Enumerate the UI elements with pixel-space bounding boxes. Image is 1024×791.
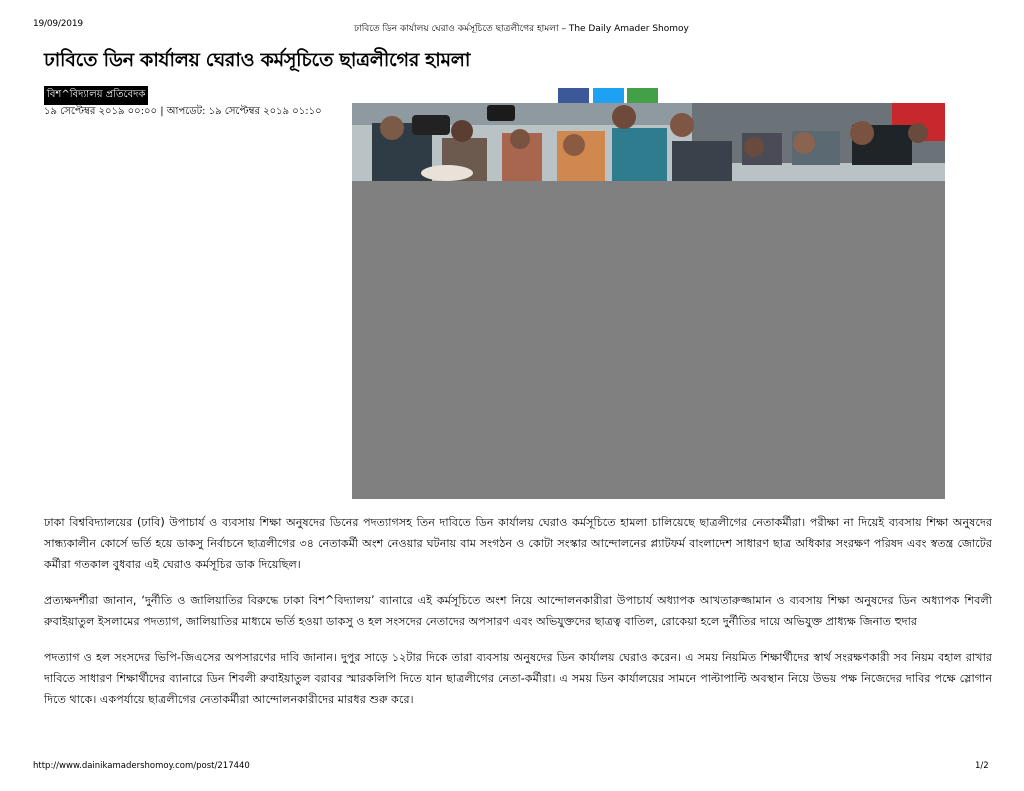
article-paragraph: পদত্যাগ ও হল সংসদের ভিপি-জিএসের অপসারণের দাবি জানান। দুপুর সাড়ে ১২টার দিকে তারা ব্যবসায় অনুষদের ডিন কার্যালয় ঘেরাও করেন। এ সময় নিয়মিত শিক্ষার্থীদের স্বার্থ সংরক্ষণকারী সব নিয়ম বহাল রাখার দাবিতে সাধারণ শিক্ষার্থীদের ব্যানারে ডিন শিবলী রুবাইয়াতুল বরাবর স্মারকলিপি দিতে যান ছাত্রলীগের নেতা-কর্মীরা। এ সময় ডিন কার্যালয়ের সামনে পাল্টাপাল্টি অবস্থান নিয়ে উভয় পক্ষ নিজেদের দাবির পক্ষে স্লোগান দিতে থাকে। একপর্যায়ে ছাত্রলীগের নেতাকর্মীরা আন্দোলনকারীদের মারধর শুরু করে। [44,651,992,706]
print-footer-page-number: 1/2 [975,761,989,771]
whatsapp-share-icon[interactable] [627,88,658,103]
article-byline: বিশ^বিদ্যালয় প্রতিবেদক [44,86,148,105]
print-footer-url: http://www.dainikamadershomoy.com/post/217440 [33,761,250,771]
facebook-share-icon[interactable] [558,88,589,103]
article-dateline: ১৯ সেপ্টেম্বর ২০১৯ ০০:০০ | আপডেট: ১৯ সেপ্টেম্বর ২০১৯ ০১:১০ [44,106,322,117]
print-header-date: 19/09/2019 [33,19,83,29]
article-photo [352,103,945,499]
article-paragraph: প্রত্যক্ষদর্শীরা জানান, ‘দুর্নীতি ও জালিয়াতির বিরুদ্ধে ঢাকা বিশ^বিদ্যালয়’ ব্যানারে এই কর্মসূচিতে অংশ নিয়ে আন্দোলনকারীরা উপাচার্য অধ্যাপক আখতারুজ্জামান ও ব্যবসায় শিক্ষা অনুষদের ডিন অধ্যাপক শিবলী রুবাইয়াতুল ইসলামের পদত্যাগ, জালিয়াতির মাধ্যমে ভর্তি হওয়া ডাকসু ও হল সংসদের নেতাদের অপসারণ এবং অভিযুক্তদের ছাত্রত্ব বাতিল, রোকেয়া হলে দুর্নীতির দায়ে অভিযুক্ত প্রাধ্যক্ষ জিনাত হুদার [44,594,992,628]
article-headline: ঢাবিতে ডিন কার্যালয় ঘেরাও কর্মসূচিতে ছাত্রলীগের হামলা [44,49,471,71]
protest-crowd-photo [352,103,945,181]
twitter-share-icon[interactable] [593,88,624,103]
print-header-title: ঢাবিতে ডিন কার্যালয় ঘেরাও কর্মসূচিতে ছাত্রলীগের হামলা – The Daily Amader Shomoy [354,24,689,34]
article-paragraph: ঢাকা বিশ্ববিদ্যালয়ের (ঢাবি) উপাচার্য ও ব্যবসায় শিক্ষা অনুষদের ডিনের পদত্যাগসহ তিন দাবিতে ডিন কার্যালয় ঘেরাও কর্মসূচিতে হামলা চালিয়েছে ছাত্রলীগের নেতাকর্মীরা। পরীক্ষা না দিয়েই ব্যবসায় শিক্ষা অনুষদের সান্ধ্যকালীন কোর্সে ভর্তি হয়ে ডাকসু নির্বাচনে ছাত্রলীগের ৩৪ নেতাকর্মী অংশ নেওয়ার ঘটনায় বাম সংগঠন ও কোটা সংস্কার আন্দোলনের প্ল্যাটফর্ম বাংলাদেশ সাধারণ ছাত্র অধিকার সংরক্ষণ পরিষদ এবং স্বতন্ত্র জোটের কর্মীরা গতকাল বুধবার এই ঘেরাও কর্মসূচির ডাক দিয়েছিল। [44,516,992,571]
article-body [44,512,992,725]
